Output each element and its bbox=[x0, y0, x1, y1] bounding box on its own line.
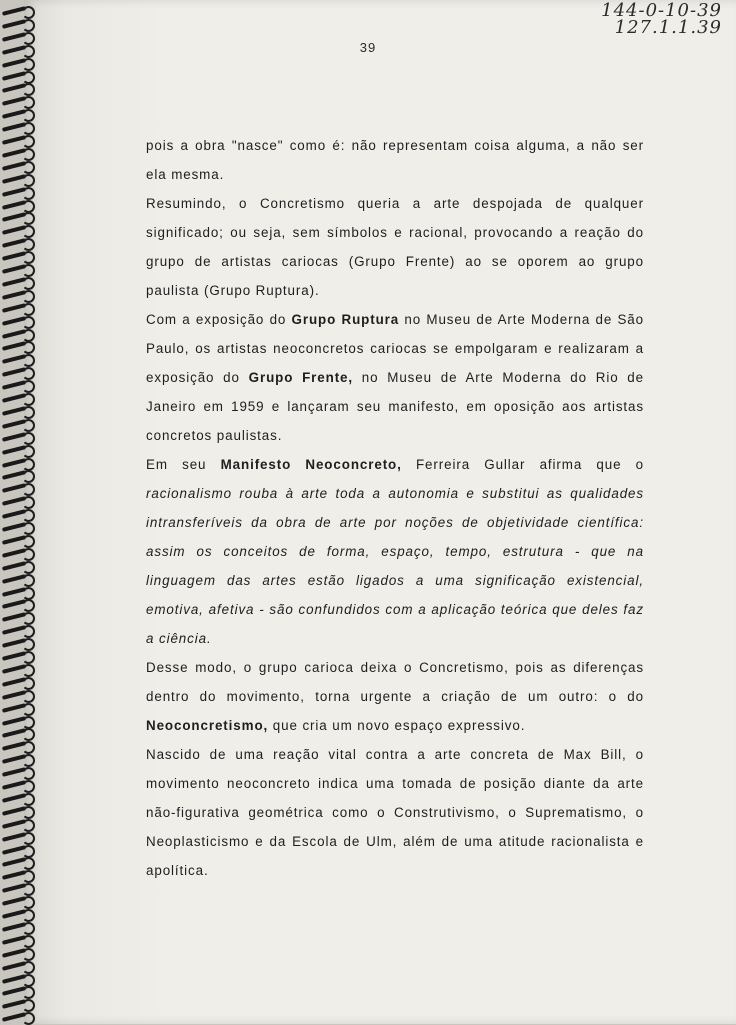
binding-coil bbox=[2, 445, 36, 455]
binding-coil bbox=[2, 845, 36, 855]
handwritten-archive-code bbox=[582, 2, 722, 36]
binding-coil bbox=[2, 961, 36, 971]
binding-coil bbox=[2, 135, 36, 145]
binding-coil bbox=[2, 380, 36, 390]
binding-coil bbox=[2, 625, 36, 635]
binding-coil bbox=[2, 303, 36, 313]
binding-coil bbox=[2, 819, 36, 829]
binding-coil bbox=[2, 599, 36, 609]
binding-coil bbox=[2, 251, 36, 261]
text-run: pois a obra "nasce" como é: não representam coisa alguma, a não ser ela mesma. bbox=[146, 138, 644, 182]
binding-coil bbox=[2, 561, 36, 571]
binding-coil bbox=[2, 225, 36, 235]
binding-coil bbox=[2, 329, 36, 339]
binding-coil bbox=[2, 419, 36, 429]
binding-coil bbox=[2, 264, 36, 274]
page-number: 39 bbox=[359, 40, 377, 55]
binding-coil bbox=[2, 677, 36, 687]
binding-coil bbox=[2, 703, 36, 713]
binding-coil bbox=[2, 354, 36, 364]
binding-coil bbox=[2, 535, 36, 545]
binding-coil bbox=[2, 935, 36, 945]
italic-text: racionalismo rouba à arte toda a autonomia e substitui as qualidades intransferíveis da obra de arte por noções de objetividade científica: assim os conceitos de forma, espaço, tempo, estrutura - que na linguagem das artes estão ligados a uma significação existencial, emotiva, afetiva - são confundidos com a aplicação teórica que deles faz a ciência. bbox=[146, 486, 644, 646]
binding-coil bbox=[2, 6, 36, 16]
binding-coil bbox=[2, 509, 36, 519]
paragraph bbox=[146, 450, 644, 653]
binding-coil bbox=[2, 19, 36, 29]
binding-coil bbox=[2, 290, 36, 300]
binding-coil bbox=[2, 1012, 36, 1022]
binding-coil bbox=[2, 58, 36, 68]
binding-coil bbox=[2, 806, 36, 816]
binding-coil bbox=[2, 174, 36, 184]
binding-coil bbox=[2, 664, 36, 674]
binding-coil bbox=[2, 238, 36, 248]
text-run: Resumindo, o Concretismo queria a arte despojada de qualquer significado; ou seja, sem símbolos e racional, provocando a reação do grupo de artistas cariocas (Grupo Frente) ao se oporem ao grupo paulista (Grupo Ruptura). bbox=[146, 196, 644, 298]
binding-coil bbox=[2, 716, 36, 726]
bold-text: Neoconcretismo, bbox=[146, 718, 269, 733]
text-run: Nascido de uma reação vital contra a arte concreta de Max Bill, o movimento neoconcreto indica uma tomada de posição diante da arte não-figurativa geométrica como o Construtivismo, o Suprematismo, o Neoplasticismo e da Escola de Ulm, além de uma atitude racionalista e apolítica. bbox=[146, 747, 644, 878]
binding-coil bbox=[2, 999, 36, 1009]
text-run: Com a exposição do bbox=[146, 312, 292, 327]
text-run: Em seu bbox=[146, 457, 221, 472]
binding-coil bbox=[2, 793, 36, 803]
binding-coil bbox=[2, 974, 36, 984]
binding-coil bbox=[2, 587, 36, 597]
archive-code-line-2: 127.1.1.39 bbox=[614, 17, 722, 38]
binding-coil bbox=[2, 161, 36, 171]
binding-coil bbox=[2, 393, 36, 403]
text-run: Ferreira Gullar afirma que o bbox=[401, 457, 644, 472]
binding-coil bbox=[2, 612, 36, 622]
binding-coil bbox=[2, 780, 36, 790]
binding-coil bbox=[2, 896, 36, 906]
binding-coil bbox=[2, 883, 36, 893]
binding-coil bbox=[2, 406, 36, 416]
binding-coil bbox=[2, 148, 36, 158]
binding-coil bbox=[2, 548, 36, 558]
paragraph bbox=[146, 131, 644, 189]
binding-coil bbox=[2, 109, 36, 119]
binding-coil bbox=[2, 200, 36, 210]
binding-coil bbox=[2, 277, 36, 287]
binding-coil bbox=[2, 316, 36, 326]
binding-coil bbox=[2, 496, 36, 506]
binding-coil bbox=[2, 728, 36, 738]
body-text bbox=[146, 131, 644, 885]
archive-code-line-1: 144-0-10-39 bbox=[601, 0, 722, 21]
binding-coil bbox=[2, 909, 36, 919]
binding-coil bbox=[2, 574, 36, 584]
binding-coil bbox=[2, 922, 36, 932]
bold-text: Grupo Frente, bbox=[248, 370, 354, 385]
text-run: Desse modo, o grupo carioca deixa o Concretismo, pois as diferenças dentro do movimento, torna urgente a criação de um outro: o do bbox=[146, 660, 644, 704]
binding-coil bbox=[2, 458, 36, 468]
text-run: no Museu de Arte Moderna do Rio de Janeiro em 1959 e lançaram seu manifesto, em oposição aos artistas concretos paulistas. bbox=[146, 370, 645, 443]
binding-coil bbox=[2, 71, 36, 81]
paragraph bbox=[146, 740, 644, 885]
binding-coil bbox=[2, 187, 36, 197]
binding-coil bbox=[2, 986, 36, 996]
binding-coil bbox=[2, 767, 36, 777]
bold-text: Grupo Ruptura bbox=[291, 312, 400, 327]
binding-coil bbox=[2, 870, 36, 880]
text-run: no Museu de Arte Moderna de São Paulo, os artistas neoconcretos cariocas se empolgaram e realizaram a exposição do bbox=[146, 312, 644, 385]
binding-coil bbox=[2, 83, 36, 93]
binding-coil bbox=[2, 651, 36, 661]
binding-coil bbox=[2, 857, 36, 867]
binding-coil bbox=[2, 522, 36, 532]
binding-coil bbox=[2, 470, 36, 480]
binding-coil bbox=[2, 638, 36, 648]
binding-coil bbox=[2, 690, 36, 700]
binding-coil bbox=[2, 832, 36, 842]
binding-coil bbox=[2, 754, 36, 764]
binding-coil bbox=[2, 212, 36, 222]
paragraph bbox=[146, 189, 644, 305]
binding-coil bbox=[2, 432, 36, 442]
binding-coil bbox=[2, 741, 36, 751]
binding-coil bbox=[2, 96, 36, 106]
paragraph bbox=[146, 305, 644, 450]
binding-coil bbox=[2, 122, 36, 132]
binding-coil bbox=[2, 341, 36, 351]
paragraph bbox=[146, 653, 644, 740]
binding-coil bbox=[2, 483, 36, 493]
spiral-binding bbox=[0, 0, 40, 1024]
bold-text: Manifesto Neoconcreto, bbox=[220, 457, 402, 472]
text-run: que cria um novo espaço expressivo. bbox=[268, 718, 526, 733]
binding-coil bbox=[2, 367, 36, 377]
binding-coil bbox=[2, 948, 36, 958]
